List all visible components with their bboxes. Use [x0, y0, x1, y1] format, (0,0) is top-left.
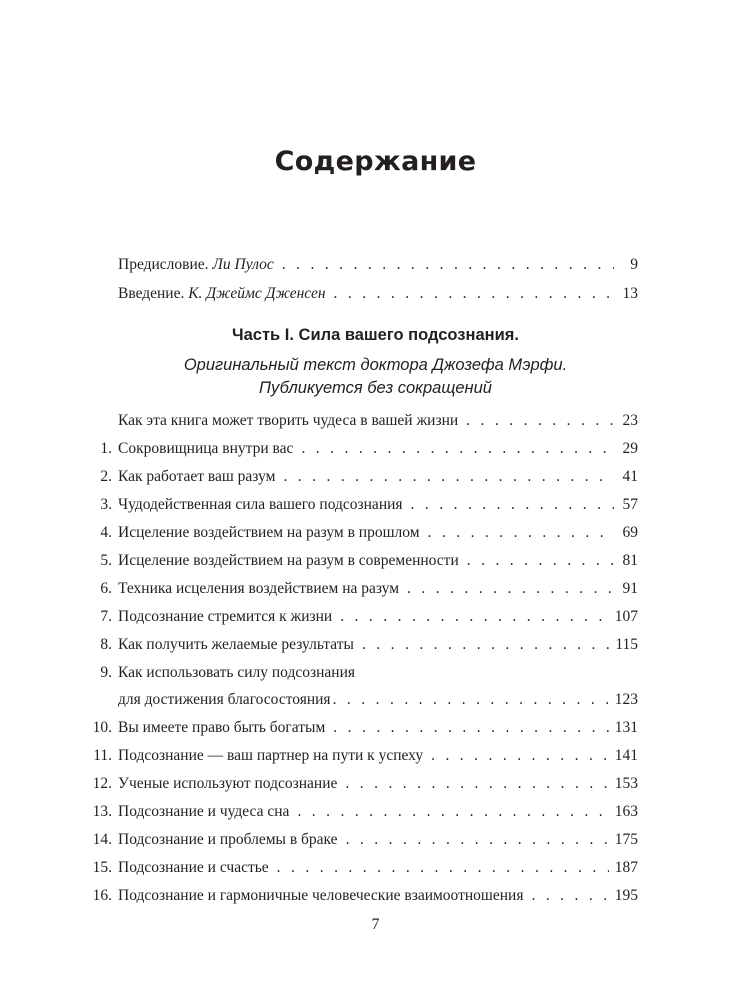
toc-entry-page: 195	[614, 887, 638, 904]
leader-dots	[333, 690, 609, 709]
chapter-number: 15.	[92, 859, 112, 876]
toc-entry-chapter	[100, 467, 638, 486]
chapter-number: 5.	[100, 552, 112, 569]
part-title: Часть I. Сила вашего подсознания.	[232, 326, 519, 344]
toc-entry-page: 163	[614, 803, 638, 820]
toc-entry-page: 141	[614, 747, 638, 764]
toc-entry-page: 81	[622, 552, 638, 569]
chapter-number: 4.	[100, 524, 112, 541]
toc-entry-title: Предисловие. Ли Пулос	[118, 256, 274, 273]
toc-entry-page: 9	[630, 256, 638, 273]
chapter-number: 7.	[100, 608, 112, 625]
toc-entry-title: Вы имеете право быть богатым	[118, 719, 326, 736]
toc-entry-title: Сокровищница внутри вас	[118, 440, 294, 457]
toc-entry-page: 175	[614, 831, 638, 848]
toc-entry-page: 69	[622, 524, 638, 541]
toc-entry-title: Исцеление воздействием на разум в прошлом	[118, 524, 420, 541]
toc-entry-title: Как эта книга может творить чудеса в вашей жизни	[118, 412, 459, 429]
leader-dots	[334, 284, 614, 303]
leader-dots	[283, 467, 614, 486]
leader-dots	[345, 774, 608, 793]
toc-entry-page: 29	[622, 440, 638, 457]
leader-dots	[297, 802, 608, 821]
toc-entry-chapter	[100, 523, 638, 542]
chapter-number: 9.	[100, 664, 112, 681]
part-subtitle: Оригинальный текст доктора Джозефа Мэрфи.	[183, 356, 568, 374]
toc-entry-page: 91	[622, 580, 638, 597]
chapter-number: 11.	[93, 747, 112, 764]
toc-entry-chapter	[118, 411, 638, 430]
chapter-number: 3.	[100, 496, 112, 513]
leader-dots	[362, 635, 609, 654]
toc-entry-title: Подсознание и гармоничные человеческие взаимоотношения	[118, 887, 524, 904]
toc-entry-title: Чудодейственная сила вашего подсознания	[118, 496, 403, 513]
toc-entry-chapter	[100, 495, 638, 514]
toc-entry-chapter	[92, 886, 638, 905]
toc-entry-chapter	[92, 718, 638, 737]
leader-dots	[431, 746, 609, 765]
toc-entry-chapter	[92, 774, 638, 793]
leader-dots	[467, 551, 614, 570]
page-number: 7	[371, 916, 380, 933]
toc-entry-page: 123	[614, 691, 638, 708]
toc-entry-chapter	[92, 830, 638, 849]
leader-dots	[466, 411, 614, 430]
toc-entry-chapter	[92, 858, 638, 877]
toc-entry-preface	[118, 255, 638, 274]
page-title: Содержание	[274, 146, 477, 177]
toc-entry-title: Исцеление воздействием на разум в современности	[118, 552, 459, 569]
toc-entry-chapter	[100, 439, 638, 458]
toc-entry-page: 131	[614, 719, 638, 736]
leader-dots	[340, 607, 609, 626]
leader-dots	[428, 523, 614, 542]
toc-entry-title-line1: Как использовать силу подсознания	[118, 664, 355, 681]
toc-entry-page: 41	[622, 468, 638, 485]
leader-dots	[531, 886, 608, 905]
chapter-number: 14.	[92, 831, 112, 848]
toc-entry-title: Как получить желаемые результаты	[118, 636, 354, 653]
chapter-number: 2.	[100, 468, 112, 485]
toc-entry-chapter	[100, 607, 638, 626]
toc-entry-title: Введение. К. Джеймс Дженсен	[118, 285, 326, 302]
toc-entry-title: Подсознание — ваш партнер на пути к успеху	[118, 747, 424, 764]
toc-entry-page: 115	[615, 636, 638, 653]
toc-entry-author: Ли Пулос	[212, 256, 274, 273]
toc-entry-chapter	[100, 664, 638, 709]
toc-entry-title: Ученые используют подсознание	[118, 775, 338, 792]
toc-entry-chapter	[100, 551, 638, 570]
toc-entry-introduction	[118, 284, 638, 303]
chapter-number: 12.	[92, 775, 112, 792]
leader-dots	[277, 858, 609, 877]
toc-entry-chapter	[100, 635, 638, 654]
leader-dots	[346, 830, 609, 849]
toc-entry-page: 107	[614, 608, 638, 625]
chapter-number: 1.	[100, 440, 112, 457]
toc-entry-page: 153	[614, 775, 638, 792]
toc-entry-page: 13	[622, 285, 638, 302]
chapter-number: 13.	[92, 803, 112, 820]
toc-entry-title: Как работает ваш разум	[118, 468, 276, 485]
leader-dots	[282, 255, 614, 274]
toc-entry-page: 187	[614, 859, 638, 876]
toc-entry-chapter	[92, 802, 638, 821]
leader-dots	[333, 718, 608, 737]
toc-entry-page: 57	[622, 496, 638, 513]
leader-dots	[407, 579, 614, 598]
part-subtitle: Публикуется без сокращений	[259, 379, 492, 397]
toc-entry-title: для достижения благосостояния	[118, 691, 331, 708]
chapter-number: 16.	[92, 887, 112, 904]
toc-entry-chapter	[93, 746, 638, 765]
toc-entry-author: К. Джеймс Дженсен	[188, 285, 326, 302]
toc-entry-title: Подсознание стремится к жизни	[118, 608, 333, 625]
toc-entry-chapter	[100, 579, 638, 598]
toc-entry-title: Подсознание и чудеса сна	[118, 803, 290, 820]
toc-entry-page: 23	[622, 412, 638, 429]
leader-dots	[411, 495, 614, 514]
leader-dots	[301, 439, 614, 458]
chapter-number: 6.	[100, 580, 112, 597]
chapter-number: 8.	[100, 636, 112, 653]
chapter-number: 10.	[92, 719, 112, 736]
toc-entry-title: Техника исцеления воздействием на разум	[118, 580, 400, 597]
toc-entry-title: Подсознание и проблемы в браке	[118, 831, 338, 848]
toc-entry-title: Подсознание и счастье	[118, 859, 269, 876]
